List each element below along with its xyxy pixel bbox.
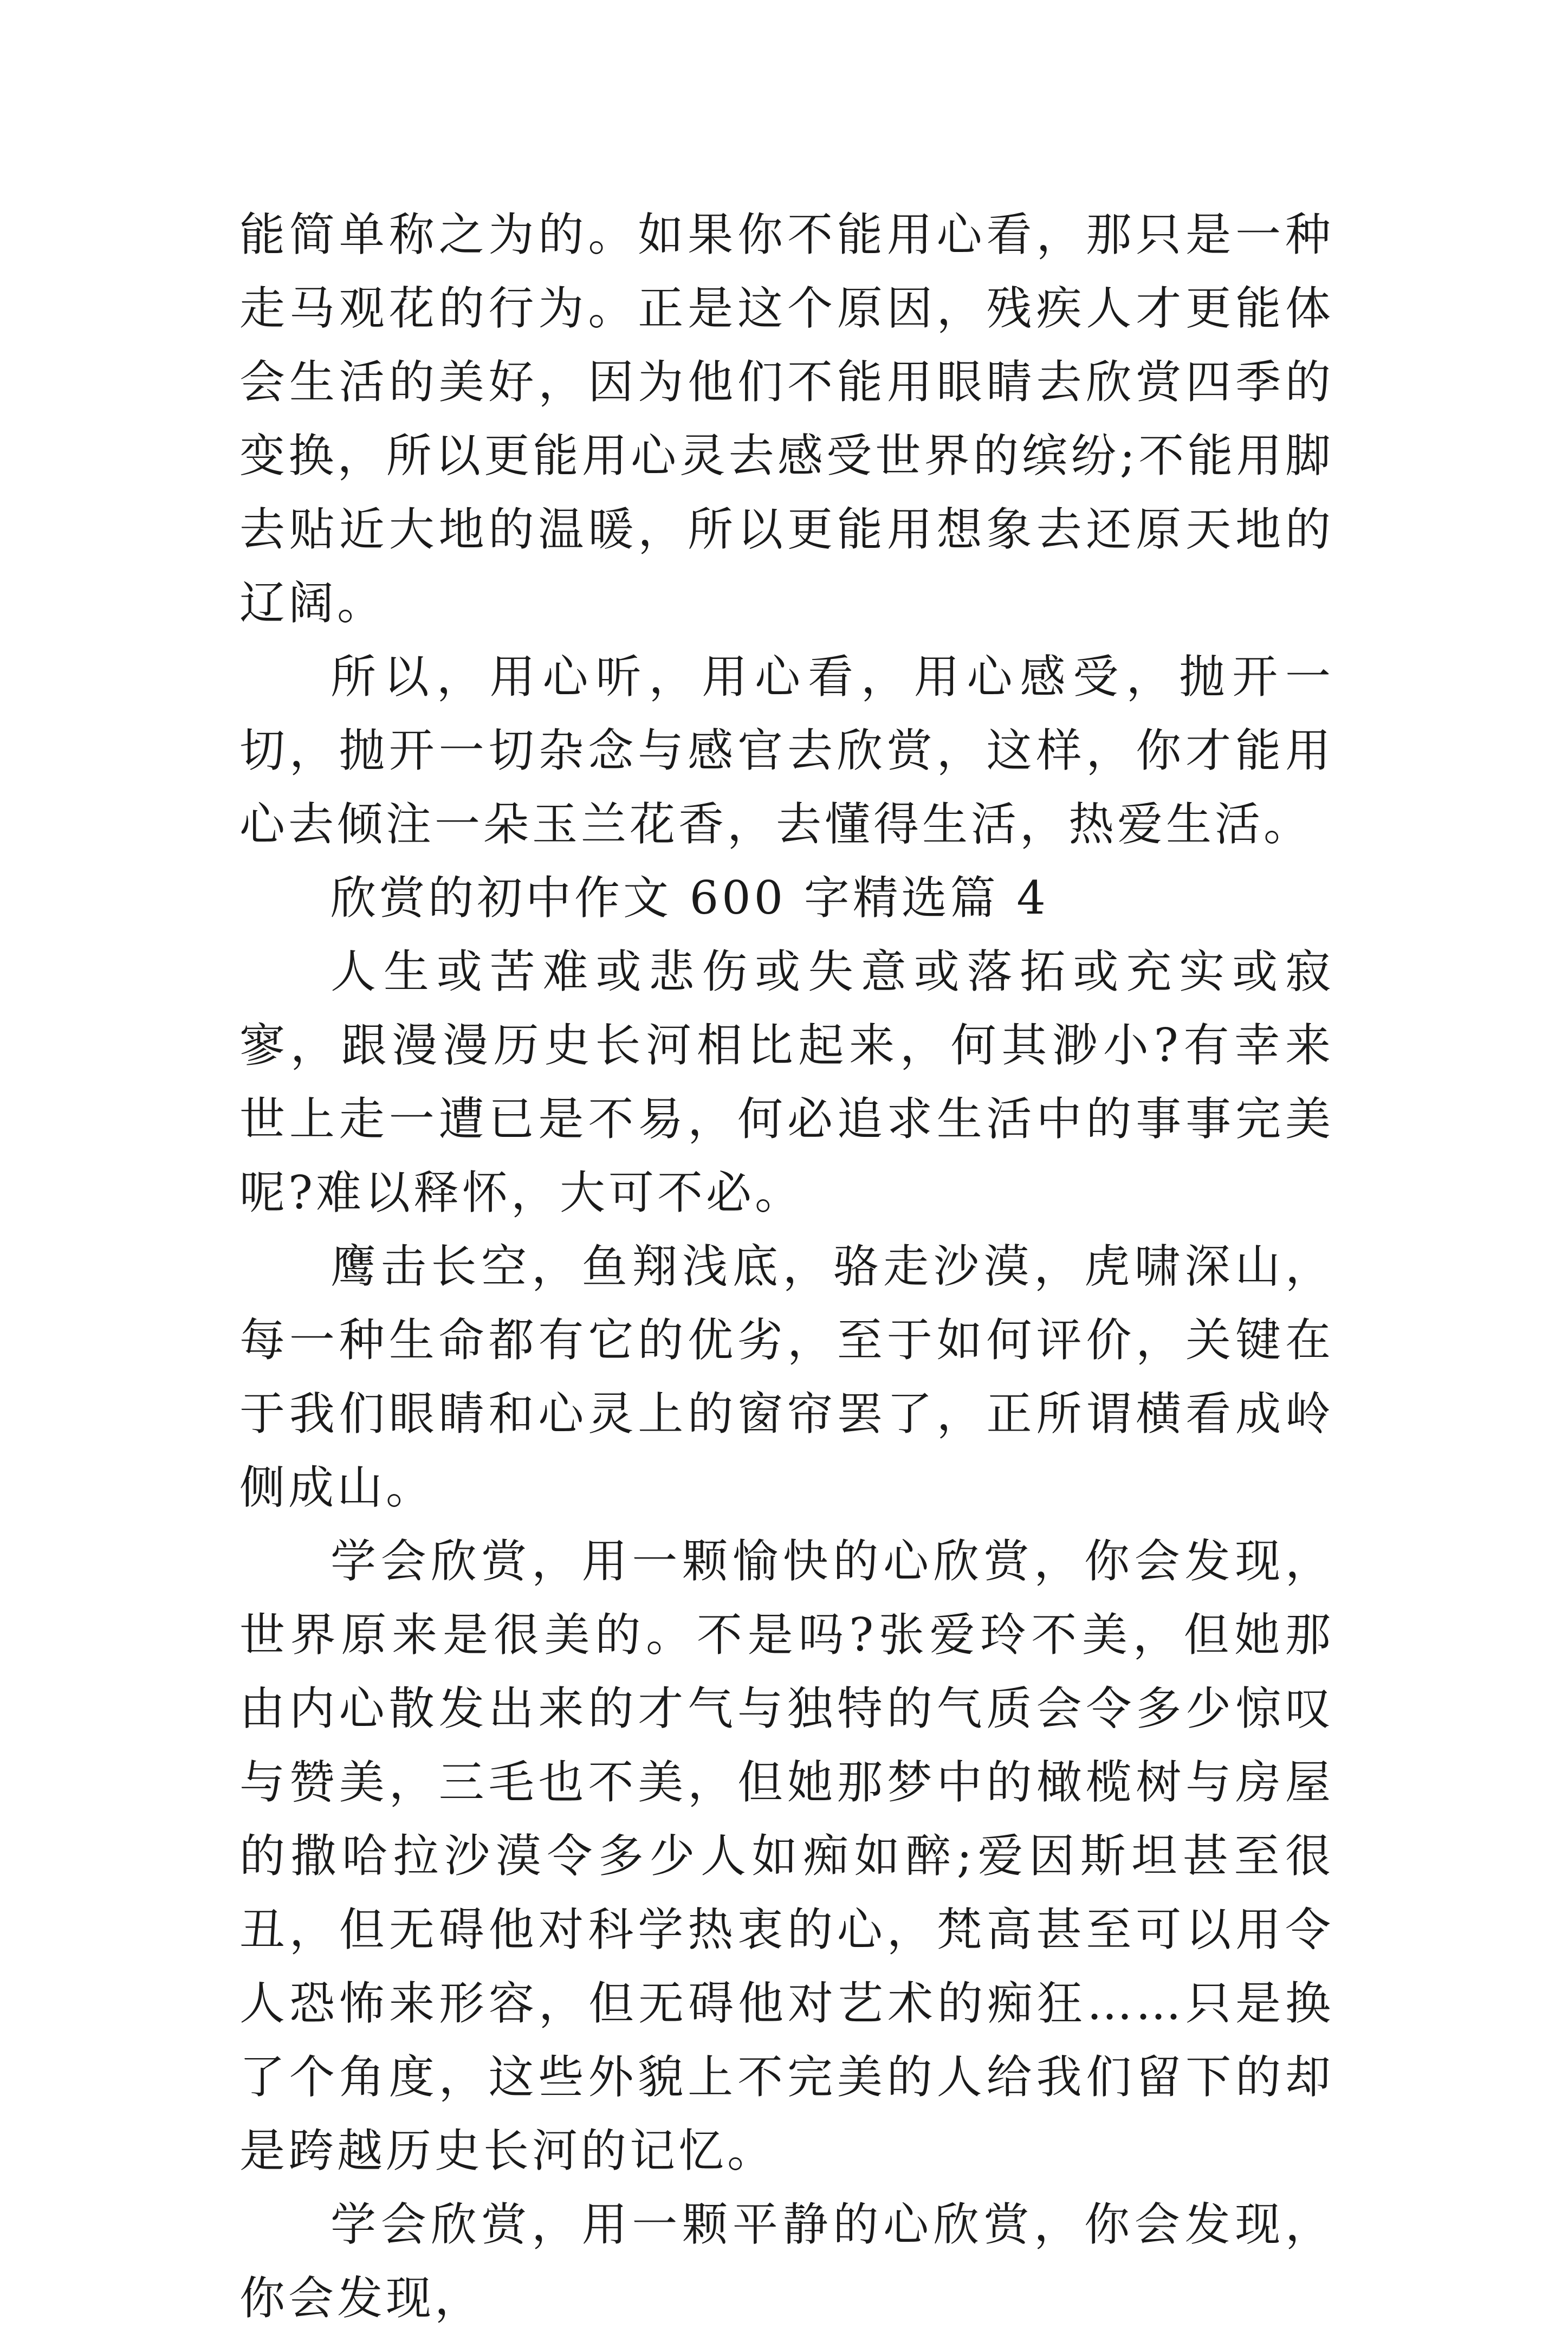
section-heading: 欣赏的初中作文 600 字精选篇 4 — [331, 871, 1049, 924]
document-body — [239, 198, 1334, 2335]
paragraph-5: 学会欣赏，用一颗愉快的心欣赏，你会发现，世界原来是很美的。不是吗?张爱玲不美，但她那由内心散发出来的才气与独特的气质会令多少惊叹与赞美，三毛也不美，但她那梦中的橄榄树与房屋的撒哈拉沙漠令多少人如痴如醉;爱因斯坦甚至很丑，但无碍他对科学热衷的心，梵高甚至可以用令人恐怖来形容，但无碍他对艺术的痴狂……只是换了个角度，这些外貌上不完美的人给我们留下的却是跨越历史长河的记忆。 — [239, 1535, 1334, 2177]
paragraph-3: 人生或苦难或悲伤或失意或落拓或充实或寂寥，跟漫漫历史长河相比起来，何其渺小?有幸来世上走一遭已是不易，何必追求生活中的事事完美呢?难以释怀，大可不必。 — [239, 945, 1334, 1219]
paragraph-2: 所以，用心听，用心看，用心感受，抛开一切，抛开一切杂念与感官去欣赏，这样，你才能用心去倾注一朵玉兰花香，去懂得生活，热爱生活。 — [239, 650, 1334, 851]
paragraph-1: 能简单称之为的。如果你不能用心看，那只是一种走马观花的行为。正是这个原因，残疾人才更能体会生活的美好，因为他们不能用眼睛去欣赏四季的变换，所以更能用心灵去感受世界的缤纷;不能用脚去贴近大地的温暖，所以更能用想象去还原天地的辽阔。 — [239, 208, 1334, 630]
paragraph-4: 鹰击长空，鱼翔浅底，骆走沙漠，虎啸深山，每一种生命都有它的优劣，至于如何评价，关键在于我们眼睛和心灵上的窗帘罢了，正所谓横看成岭侧成山。 — [239, 1240, 1334, 1514]
paragraph-6: 学会欣赏，用一颗平静的心欣赏，你会发现，你会发现， — [239, 2198, 1334, 2325]
